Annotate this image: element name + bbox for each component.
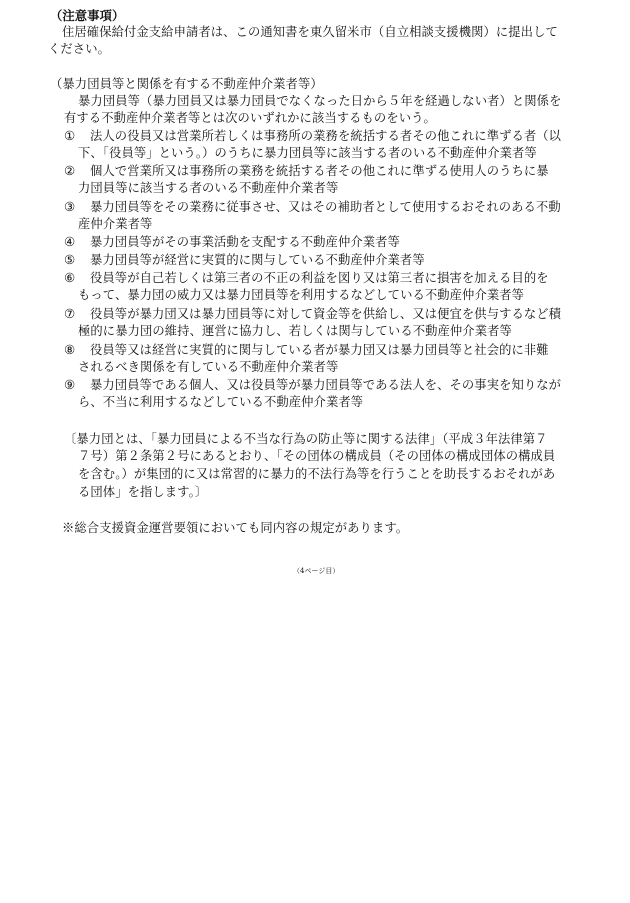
item-text-line-1: 役員等が自己若しくは第三者の不正の利益を図り又は第三者に損害を加える目的を <box>90 271 549 285</box>
item-number: ⑧ <box>64 343 76 357</box>
item-text-line-2: 極的に暴力団の維持、運営に協力し、若しくは関与している不動産仲介業者等 <box>78 324 512 338</box>
item-text-line-2: 産仲介業者等 <box>78 217 153 231</box>
item-text-line-1: 役員等又は経営に実質的に関与している者が暴力団又は暴力団員等と社会的に非難 <box>90 343 549 357</box>
item-number: ⑨ <box>64 378 76 392</box>
item-text-line-1: 法人の役員又は営業所若しくは事務所の業務を統括する者その他これに準ずる者（以 <box>90 129 562 143</box>
item-text-line-2: 力団員等に該当する者のいる不動産仲介業者等 <box>78 181 339 195</box>
page-number: （4ページ目） <box>293 567 340 575</box>
notice-body-line-1: 住居確保給付金支給申請者は、この通知書を東久留米市（自立相談支援機関）に提出して <box>62 25 558 39</box>
item-number: ⑥ <box>64 271 76 285</box>
item-number: ⑤ <box>64 253 76 267</box>
notice-heading: （注意事項） <box>50 8 125 23</box>
notice-body-line-2: ください。 <box>48 42 110 56</box>
item-text-line-1: 暴力団員等をその業務に従事させ、又はその補助者として使用するおそれのある不動 <box>90 200 561 214</box>
item-number: ④ <box>64 235 76 249</box>
section-intro-line-2: 有する不動産仲介業者等とは次のいずれかに該当するものをいう。 <box>64 111 436 125</box>
item-text-line-1: 暴力団員等がその事業活動を支配する不動産仲介業者等 <box>90 235 400 249</box>
item-text-line-2: 下、「役員等」という。）のうちに暴力団員等に該当する者のいる不動産仲介業者等 <box>78 146 537 160</box>
item-number: ② <box>64 164 76 178</box>
item-number: ⑦ <box>64 307 76 321</box>
item-text-line-1: 個人で営業所又は事務所の業務を統括する者その他これに準ずる使用人のうちに暴 <box>90 164 549 178</box>
item-text-line-2: もって、暴力団の威力又は暴力団員等を利用するなどしている不動産仲介業者等 <box>78 288 525 302</box>
definition-line-3: を含む。）が集団的に又は常習的に暴力的不法行為等を行うことを助長するおそれがあ <box>78 467 556 481</box>
footnote: ※総合支援資金運営要領においても同内容の規定があります。 <box>62 521 409 535</box>
definition-line-2: ７号）第２条第２号にあるとおり、「その団体の構成員（その団体の構成団体の構成員 <box>78 449 556 463</box>
item-number: ① <box>64 129 76 143</box>
item-text-line-2: されるべき関係を有している不動産仲介業者等 <box>78 360 339 374</box>
definition-line-4: る団体」を指します。〕 <box>78 485 208 499</box>
item-number: ③ <box>64 200 76 214</box>
item-text-line-1: 暴力団員等が経営に実質的に関与している不動産仲介業者等 <box>90 253 425 267</box>
section-heading: （暴力団員等と関係を有する不動産仲介業者等） <box>50 77 323 91</box>
item-text-line-1: 役員等が暴力団又は暴力団員等に対して資金等を供給し、又は便宜を供与するなど積 <box>90 307 562 321</box>
section-intro-line-1: 暴力団員等（暴力団員又は暴力団員でなくなった日から５年を経過しない者）と関係を <box>78 94 562 108</box>
item-text-line-2: ら、不当に利用するなどしている不動産仲介業者等 <box>78 395 364 409</box>
item-text-line-1: 暴力団員等である個人、又は役員等が暴力団員等である法人を、その事実を知りなが <box>90 378 562 392</box>
definition-line-1: 〔暴力団とは、「暴力団員による不当な行為の防止等に関する法律」（平成３年法律第７ <box>64 432 548 446</box>
